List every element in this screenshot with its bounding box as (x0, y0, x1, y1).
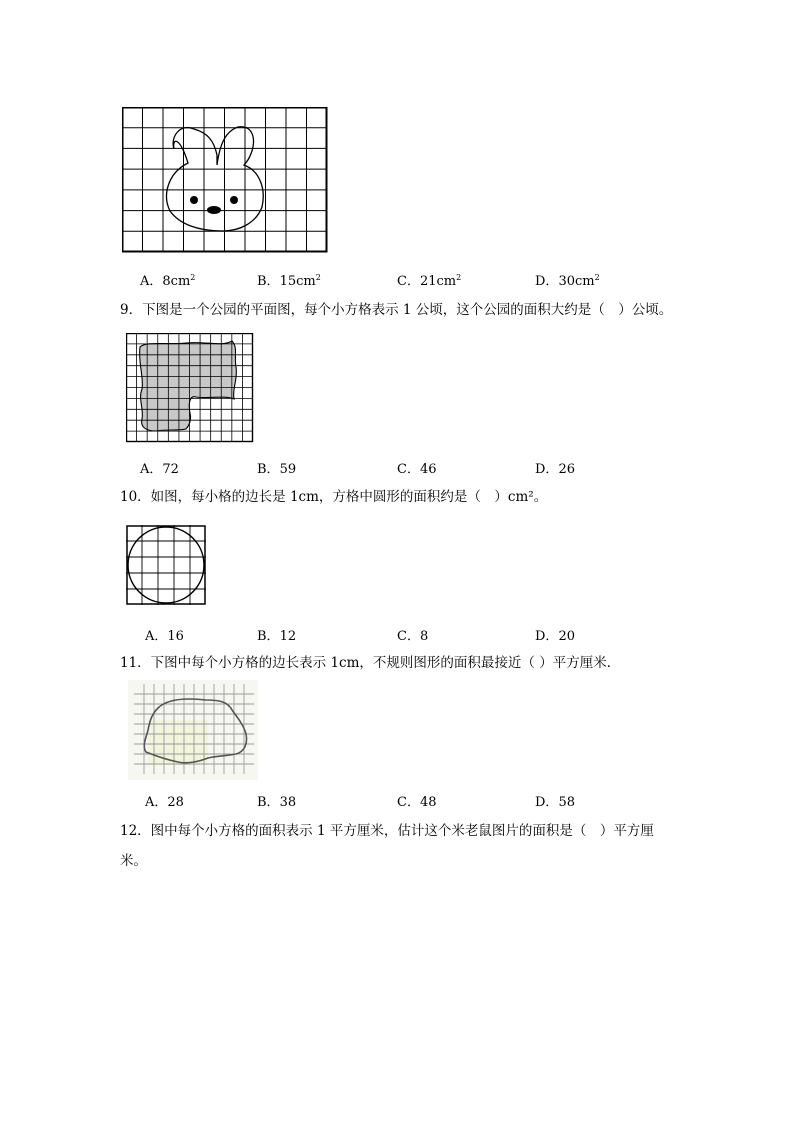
rabbit-eye-left (190, 196, 198, 204)
q11-text: 11．下图中每个小方格的边长表示 1cm，不规则图形的面积最接近（ ）平方厘米． (120, 655, 621, 671)
q8-option-c[interactable]: C．$21cm^2$ (397, 273, 462, 289)
q8-option-b[interactable]: B．$15cm^2$ (257, 273, 321, 289)
q12-text: 12．图中每个小方格的面积表示 1 平方厘米，估计这个米老鼠图片的面积是（ ）平方厘米。 (120, 823, 654, 869)
q10-option-c[interactable]: C．8 (397, 629, 429, 644)
q8-option-a[interactable]: A．$8cm^2$ (140, 273, 196, 289)
q10-option-d[interactable]: D．20 (535, 629, 575, 644)
q11-option-a[interactable]: A．28 (145, 795, 184, 810)
rabbit-nose (207, 206, 221, 214)
rabbit-outline (167, 127, 264, 231)
park-grid-figure (126, 333, 254, 443)
circle-grid-figure (126, 525, 206, 605)
q9-option-d[interactable]: D．26 (535, 462, 575, 477)
q11-option-c[interactable]: C．48 (397, 795, 437, 810)
q8-option-d[interactable]: D．$30cm^2$ (535, 273, 600, 289)
q9-option-c[interactable]: C．46 (397, 462, 437, 477)
rabbit-grid-figure (122, 107, 328, 253)
circle-shape (128, 527, 204, 603)
q10-text: 10．如图，每小格的边长是 1cm，方格中圆形的面积约是（ ）cm²。 (120, 489, 548, 505)
q10-option-a[interactable]: A．16 (145, 629, 184, 644)
q11-option-b[interactable]: B．38 (257, 795, 297, 810)
q9-option-b[interactable]: B．59 (257, 462, 297, 477)
q10-option-b[interactable]: B．12 (257, 629, 297, 644)
q9-option-a[interactable]: A．72 (140, 462, 179, 477)
rabbit-eye-right (230, 196, 238, 204)
q11-option-d[interactable]: D．58 (535, 795, 575, 810)
q9-text: 9．下图是一个公园的平面图，每个小方格表示 1 公顷，这个公园的面积大约是（ ）公顷。 (120, 302, 673, 318)
irregular-grid-figure (128, 680, 258, 780)
